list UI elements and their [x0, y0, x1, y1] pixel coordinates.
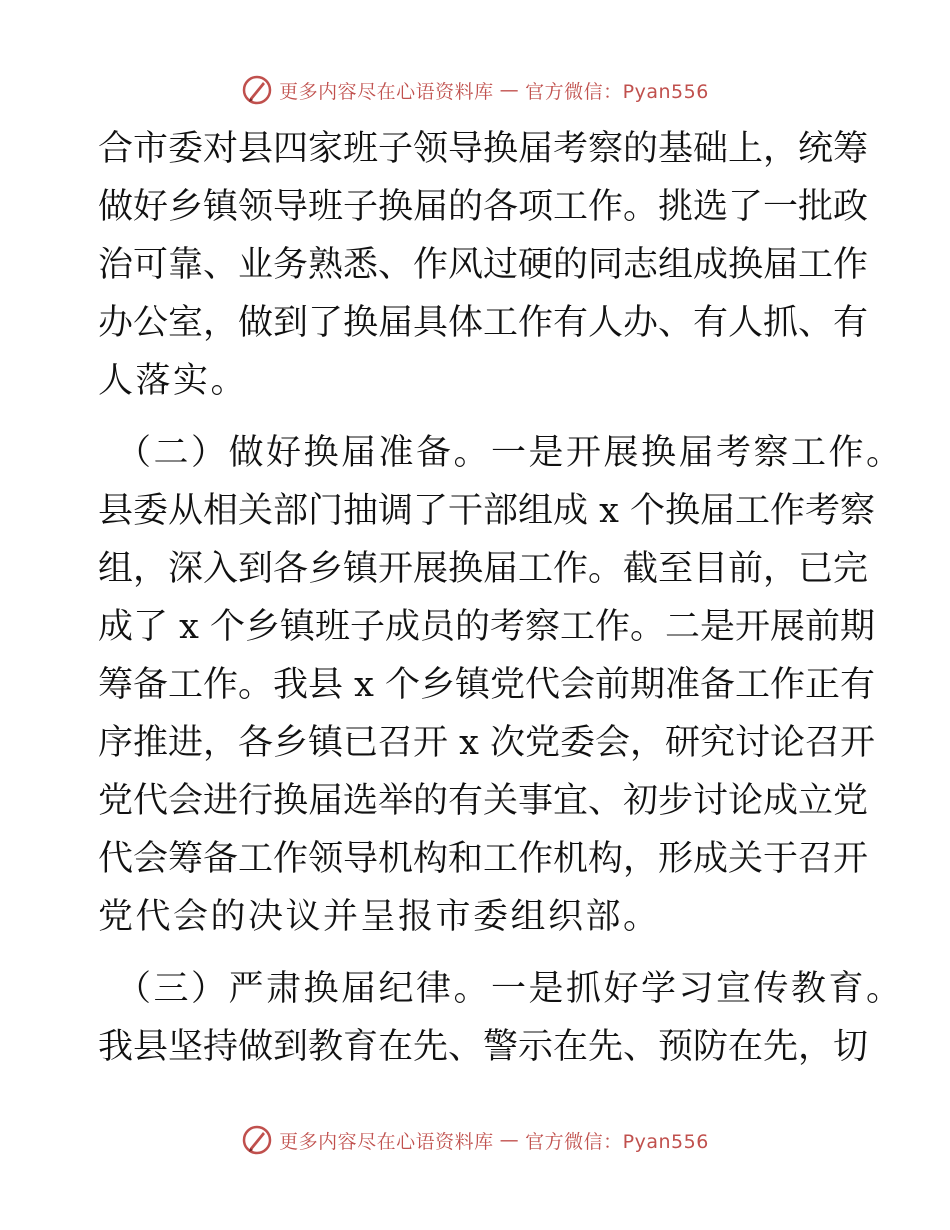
watermark-separator: — [499, 79, 520, 101]
text-line: 成了 x 个乡镇班子成员的考察工作。二是开展前期 [98, 607, 875, 647]
watermark-contact: 官方微信：Pyan556 [525, 1130, 709, 1153]
text-line: 代会筹备工作领导机构和工作机构，形成关于召开 [98, 839, 869, 879]
text-line: 合市委对县四家班子领导换届考察的基础上，统筹 [98, 129, 869, 169]
text-line: 组，深入到各乡镇开展换届工作。截至目前，已完 [98, 549, 869, 589]
watermark-text: 更多内容尽在心语资料库 [279, 80, 494, 103]
text-line: 党代会进行换届选举的有关事宜、初步讨论成立党 [98, 781, 869, 821]
text-line: 人落实。 [98, 361, 249, 401]
text-line: 筹备工作。我县 x 个乡镇党代会前期准备工作正有 [98, 665, 875, 705]
paragraph [98, 424, 904, 946]
watermark-contact: 官方微信：Pyan556 [525, 80, 709, 103]
text-line: 党代会的决议并呈报市委组织部。 [98, 897, 661, 937]
text-line: 我县坚持做到教育在先、警示在先、预防在先，切 [98, 1027, 869, 1067]
text-line: 做好乡镇领导班子换届的各项工作。挑选了一批政 [98, 187, 869, 227]
watermark-separator: — [499, 1129, 520, 1151]
text-line: 办公室，做到了换届具体工作有人办、有人抓、有 [98, 303, 869, 343]
watermark-text: 更多内容尽在心语资料库 [279, 1130, 494, 1153]
header-watermark [0, 74, 950, 106]
section-heading-line: （三）严肃换届纪律。一是抓好学习宣传教育。 [116, 969, 904, 1009]
text-line: 序推进，各乡镇已召开 x 次党委会，研究讨论召开 [98, 723, 875, 763]
text-line: 县委从相关部门抽调了干部组成 x 个换届工作考察 [98, 491, 875, 531]
quill-logo-icon [241, 1124, 273, 1156]
paragraph [98, 120, 869, 410]
text-line: 治可靠、业务熟悉、作风过硬的同志组成换届工作 [98, 245, 869, 285]
section-heading-line: （二）做好换届准备。一是开展换届考察工作。 [116, 433, 904, 473]
paragraph [98, 960, 904, 1076]
footer-watermark [0, 1124, 950, 1156]
document-body [98, 120, 904, 1076]
quill-logo-icon [241, 74, 273, 106]
